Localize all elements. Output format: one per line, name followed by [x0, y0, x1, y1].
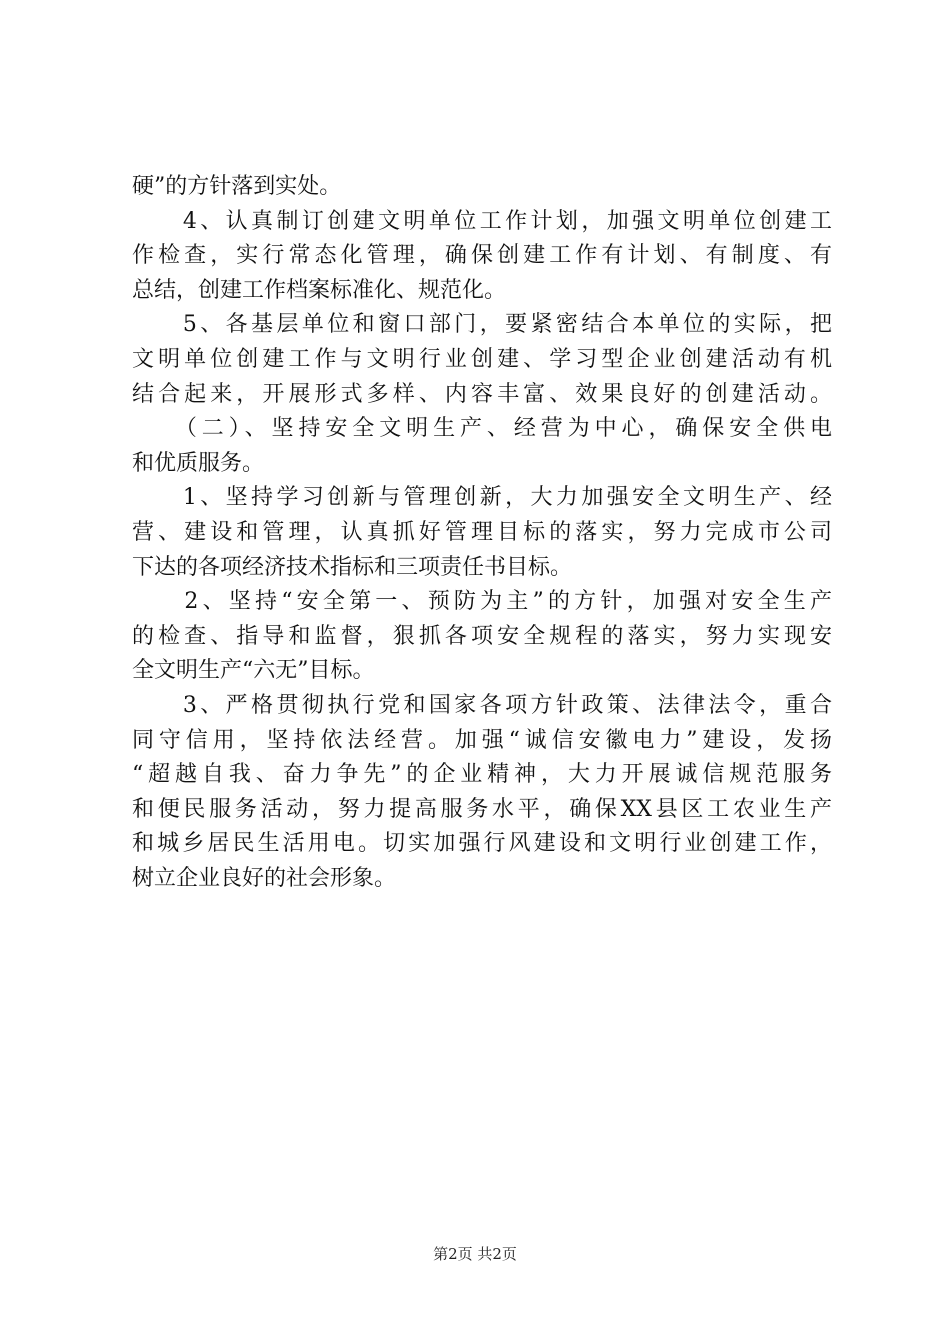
text-line: 和便民服务活动，努力提高服务水平，确保XX县区工农业生产 — [132, 796, 832, 822]
text-line: “超越自我、奋力争先”的企业精神，大力开展诚信规范服务 — [132, 762, 832, 788]
text-line: 树立企业良好的社会形象。 — [132, 865, 397, 891]
text-line: 同守信用，坚持依法经营。加强“诚信安徽电力”建设，发扬 — [132, 727, 832, 753]
text-line: 的检查、指导和监督，狠抓各项安全规程的落实，努力实现安 — [132, 623, 832, 649]
text-line: 和优质服务。 — [132, 450, 265, 476]
text-line: 3、严格贯彻执行党和国家各项方针政策、法律法令，重合 — [132, 692, 832, 718]
text-line: 硬”的方针落到实处。 — [132, 174, 342, 199]
text-line: 和城乡居民生活用电。切实加强行风建设和文明行业创建工作， — [132, 831, 832, 857]
text-line: 5、各基层单位和窗口部门，要紧密结合本单位的实际，把 — [132, 312, 832, 338]
text-line: 总结，创建工作档案标准化、规范化。 — [132, 277, 507, 303]
document-body — [132, 170, 832, 896]
text-line: 2、坚持“安全第一、预防为主”的方针，加强对安全生产 — [132, 589, 832, 615]
text-line: （二）、坚持安全文明生产、经营为中心，确保安全供电 — [132, 416, 832, 442]
text-line: 文明单位创建工作与文明行业创建、学习型企业创建活动有机 — [132, 346, 832, 372]
page-number-footer: 第2页 共2页 — [433, 1245, 517, 1263]
text-line: 4、认真制订创建文明单位工作计划，加强文明单位创建工 — [132, 208, 832, 234]
text-line: 全文明生产“六无”目标。 — [132, 658, 375, 684]
text-line: 作检查，实行常态化管理，确保创建工作有计划、有制度、有 — [132, 243, 832, 269]
text-line: 1、坚持学习创新与管理创新，大力加强安全文明生产、经 — [132, 485, 832, 511]
text-line: 营、建设和管理，认真抓好管理目标的落实，努力完成市公司 — [132, 519, 832, 545]
text-line: 结合起来，开展形式多样、内容丰富、效果良好的创建活动。 — [132, 381, 832, 407]
text-line: 下达的各项经济技术指标和三项责任书目标。 — [132, 554, 573, 580]
